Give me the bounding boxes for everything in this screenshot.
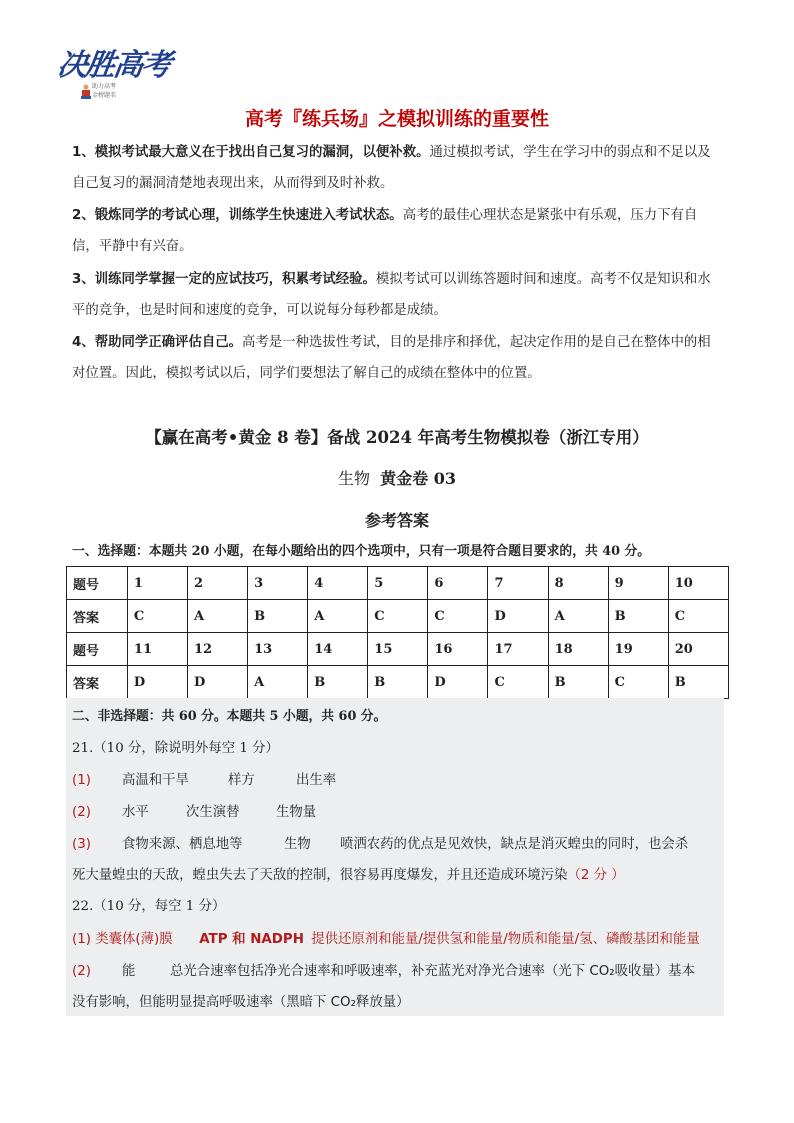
intro-point-2-text: 高考的最佳心理状态是紧张中有乐观，压力下有自信，平静中有兴奋。 [72,208,698,254]
table-cell: 答案 [67,600,128,633]
q21-answer-3 [72,833,724,852]
q21-answer-3-cont-text: 死大量蝗虫的天敌，蝗虫失去了天敌的控制，很容易再度爆发，并且还造成环境污染 [72,868,568,883]
paper-label: 黄金卷 03 [380,469,457,488]
q21-answer-2-b: 次生演替 [186,805,240,820]
table-cell: 答案 [67,666,128,699]
table-cell: 5 [368,567,428,600]
table-cell: 1 [127,567,187,600]
intro-point-1-text: 通过模拟考试，学生在学习中的弱点和不足以及自己复习的漏洞清楚地表现出来，从而得到及时补救。 [72,145,711,191]
table-cell: B [248,600,308,633]
q21-answer-3-a: 食物来源、栖息地等 [122,837,243,852]
intro-point-4 [72,327,724,389]
logo-subtitle [92,82,116,100]
intro-point-4-lead: 4、帮助同学正确评估自己。 [72,335,243,350]
table-cell: D [188,666,248,699]
q21-answer-1-b: 样方 [228,773,255,788]
intro-point-1 [72,137,724,199]
q22-answer-1-num: (1) [72,932,91,947]
exam-subtitle [0,466,794,489]
q21-header: 21.（10 分，除说明外每空 1 分） [72,741,279,756]
table-cell: B [368,666,428,699]
q21-score-note: （2 分 ） [567,868,625,883]
q21-answer-3-b: 生物 [284,837,311,852]
table-cell: 12 [188,633,248,666]
q21-answer-3-cont [72,864,724,883]
q22-answer-1 [72,928,724,947]
table-cell: C [368,600,428,633]
q21-answer-1-a: 高温和干旱 [122,773,189,788]
table-cell: 6 [428,567,488,600]
table-cell: 20 [668,633,728,666]
table-cell: 15 [368,633,428,666]
table-cell: C [428,600,488,633]
table-cell: 11 [127,633,187,666]
q21-answer-2 [72,801,724,820]
q21-answer-3-num: (3) [72,837,91,852]
table-cell: 14 [308,633,368,666]
logo-sub-line1: 助力高考 [92,83,117,90]
q21-answer-2-a: 水平 [122,805,149,820]
table-cell: C [608,666,668,699]
table-cell: 10 [668,567,728,600]
table-cell: D [127,666,187,699]
table-cell: C [488,666,548,699]
table-cell: A [548,600,608,633]
intro-point-4-text: 高考是一种选拔性考试，目的是排序和择优，起决定作用的是自己在整体中的相对位置。因此，模拟考试以后，同学们要想法了解自己的成绩在整体中的位置。 [72,335,711,381]
q21-answer-2-c: 生物量 [276,805,317,820]
q22-answer-1-a: 类囊体(薄)膜 [95,932,173,947]
intro-point-2 [72,200,724,262]
table-cell: 7 [488,567,548,600]
student-figure-icon [80,84,92,100]
table-cell: 19 [608,633,668,666]
logo-text: 决胜高考 [55,48,172,83]
table-cell: C [127,600,187,633]
table-cell: B [608,600,668,633]
q22-answer-2-num: (2) [72,964,91,979]
table-cell: 16 [428,633,488,666]
answer-title: 参考答案 [364,511,429,530]
table-cell: D [488,600,548,633]
table-cell: C [668,600,728,633]
intro-point-3-text: 模拟考试可以训练答题时间和速度。高考不仅是知识和水平的竞争，也是时间和速度的竞争，可以说每分每秒都是成绩。 [72,272,711,318]
table-cell: A [248,666,308,699]
q22-answer-2-cont: 没有影响，但能明显提高呼吸速率（黑暗下 CO₂释放量） [72,995,410,1010]
q21-answer-1-c: 出生率 [296,773,337,788]
intro-point-3-lead: 3、训练同学掌握一定的应试技巧，积累考试经验。 [72,272,376,287]
table-cell: 4 [308,567,368,600]
table-cell: A [308,600,368,633]
table-cell: 17 [488,633,548,666]
logo [55,40,172,112]
q22-answer-2-b: 总光合速率包括净光合速率和呼吸速率，补充蓝光对净光合速率（光下 CO₂吸收量）基本 [170,964,695,979]
table-cell: B [548,666,608,699]
table-row [67,600,729,633]
intro-point-2-lead: 2、锻炼同学的考试心理，训练学生快速进入考试状态。 [72,208,403,223]
q22-header: 22.（10 分，每空 1 分） [72,899,226,914]
table-row [67,567,729,600]
main-title: 高考『练兵场』之模拟训练的重要性 [244,108,549,130]
q21-answer-2-num: (2) [72,805,91,820]
table-cell: 9 [608,567,668,600]
table-cell: D [428,666,488,699]
table-cell: 2 [188,567,248,600]
q22-answer-2 [72,960,724,979]
table-cell: B [308,666,368,699]
q21-answer-3-c: 喷洒农药的优点是见效快，缺点是消灭蝗虫的同时，也会杀 [340,837,689,852]
q22-answer-1-c: 提供还原剂和能量/提供氢和能量/物质和能量/氢、磷酸基团和能量 [311,932,700,947]
exam-heading: 【赢在高考•黄金 8 卷】备战 2024 年高考生物模拟卷（浙江专用） [145,428,649,447]
table-row [67,633,729,666]
table-cell: 题号 [67,633,128,666]
table-cell: 3 [248,567,308,600]
intro-point-1-lead: 1、模拟考试最大意义在于找出自己复习的漏洞，以便补救。 [72,145,430,160]
table-cell: 题号 [67,567,128,600]
section-1-heading: 一、选择题：本题共 20 小题，在每小题给出的四个选项中，只有一项是符合题目要求的，共 40 分。 [72,544,651,559]
q21-answer-1-num: (1) [72,773,91,788]
table-row [67,666,729,699]
table-cell: A [188,600,248,633]
logo-sub-line2: 金榜题名 [92,92,117,99]
table-cell: 8 [548,567,608,600]
intro-point-3 [72,264,724,326]
q22-answer-2-a: 能 [122,964,136,979]
table-cell: 18 [548,633,608,666]
section-2-heading: 二、非选择题：共 60 分。本题共 5 小题，共 60 分。 [72,709,387,724]
q21-answer-1 [72,769,724,788]
q22-answer-1-b: ATP 和 NADPH [199,932,304,947]
table-cell: 13 [248,633,308,666]
answer-table [66,566,729,699]
table-cell: B [668,666,728,699]
subject-label: 生物 [337,469,370,488]
